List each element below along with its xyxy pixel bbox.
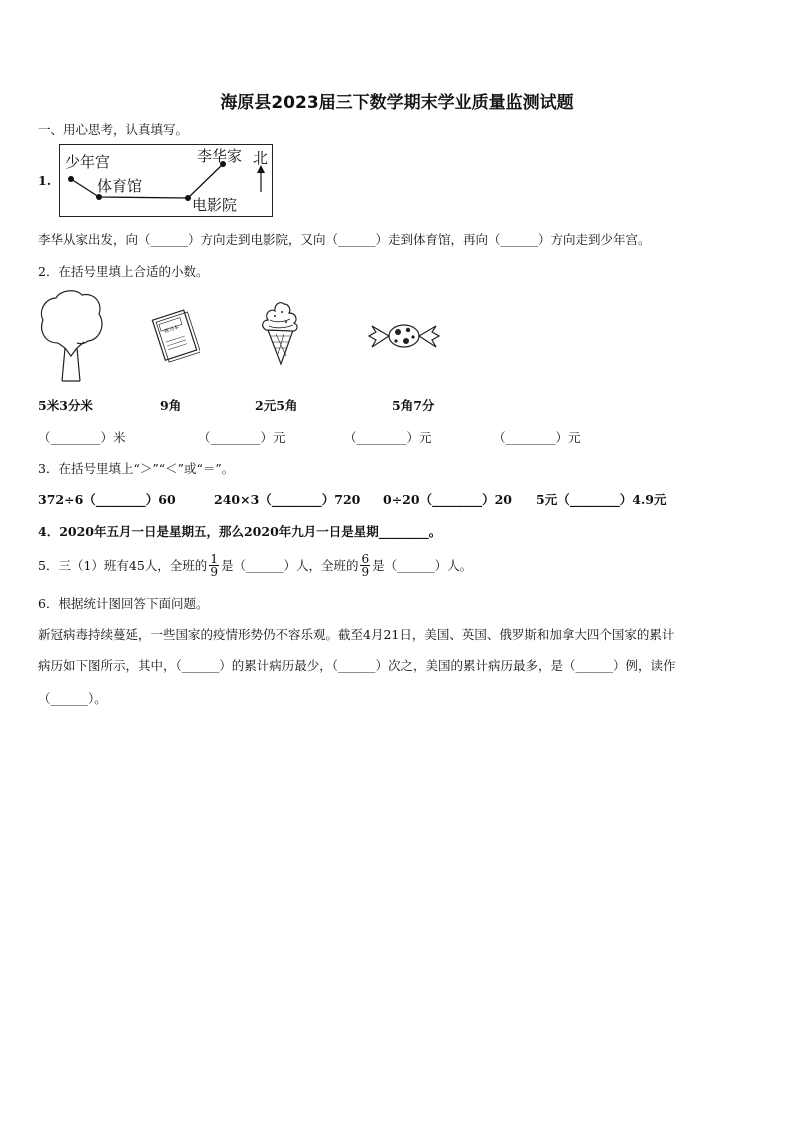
question-6-text: 6．根据统计图回答下面问题。: [38, 596, 209, 611]
q5-part-2[interactable]: 是（______）人，全班的: [220, 558, 359, 573]
label-dianyingyuan: 电影院: [192, 196, 238, 214]
q2-value-2: 9角: [160, 398, 182, 413]
question-4-text[interactable]: 4．2020年五月一日是星期五，那么2020年九月一日是星期________。: [38, 524, 442, 539]
q2-value-4: 5角7分: [392, 398, 435, 413]
dianyingyuan-point: [185, 195, 191, 201]
label-north: 北: [253, 149, 269, 167]
question-3-text: 3．在括号里填上“＞”“＜”或“＝”。: [38, 461, 235, 476]
tree-icon: [36, 288, 106, 384]
notebook-icon: [150, 306, 200, 364]
question-number-1: 1.: [38, 173, 52, 188]
candy-icon: [366, 318, 442, 354]
q2-answer-blank-2[interactable]: （________）元: [198, 430, 286, 445]
q3-compare-1[interactable]: 372÷6（________）60: [38, 492, 176, 507]
label-shaoniangong: 少年宫: [65, 153, 111, 171]
q2-answer-blank-3[interactable]: （________）元: [344, 430, 432, 445]
frac1-denominator: 9: [210, 564, 218, 579]
q2-answer-blank-1[interactable]: （________）米: [38, 430, 126, 445]
fraction-one-ninth: [209, 553, 219, 578]
q2-value-3: 2元5角: [255, 398, 298, 413]
section-heading: 一、用心思考，认真填写。: [38, 122, 189, 137]
q6-paragraph-line-1: 新冠病毒持续蔓延，一些国家的疫情形势仍不容乐观。截至4月21日，美国、英国、俄罗斯和加拿大四个国家的累计: [38, 627, 675, 642]
q6-paragraph-line-3[interactable]: （______）。: [38, 691, 107, 706]
label-lihuajia: 李华家: [197, 147, 243, 165]
q2-value-1: 5米3分米: [38, 398, 93, 413]
notebook-label: 练习本: [163, 324, 180, 335]
question-2-text: 2．在括号里填上合适的小数。: [38, 264, 209, 279]
q2-answer-blank-4[interactable]: （________）元: [493, 430, 581, 445]
shaoniangong-point: [68, 176, 74, 182]
frac2-denominator: 9: [361, 564, 370, 579]
label-tiyuguan: 体育馆: [97, 177, 143, 195]
q3-compare-4[interactable]: 5元（________）4.9元: [536, 492, 667, 507]
question-1-text: 李华从家出发，向（______）方向走到电影院，又向（______）走到体育馆，再向（______）方向走到少年宫。: [38, 232, 651, 247]
question-5: [38, 548, 472, 582]
ice-cream-icon: [256, 298, 306, 366]
q6-paragraph-line-2[interactable]: 病历如下图所示，其中，（______）的累计病历最少，（______）次之，美国的累计病历最多，是（______）例，读作: [38, 658, 676, 673]
q5-part-3[interactable]: 是（______）人。: [372, 558, 473, 573]
frac1-numerator: 1: [210, 551, 218, 566]
page-title: 海原县2023届三下数学期末学业质量监测试题: [220, 93, 574, 113]
fraction-six-ninths: [360, 553, 370, 578]
q5-part-1: 5．三（1）班有45人，全班的: [38, 558, 208, 573]
q3-compare-3[interactable]: 0÷20（________）20: [383, 492, 512, 507]
q3-compare-2[interactable]: 240×3（________）720: [214, 492, 361, 507]
frac2-numerator: 6: [361, 551, 370, 566]
direction-map: [59, 144, 273, 217]
